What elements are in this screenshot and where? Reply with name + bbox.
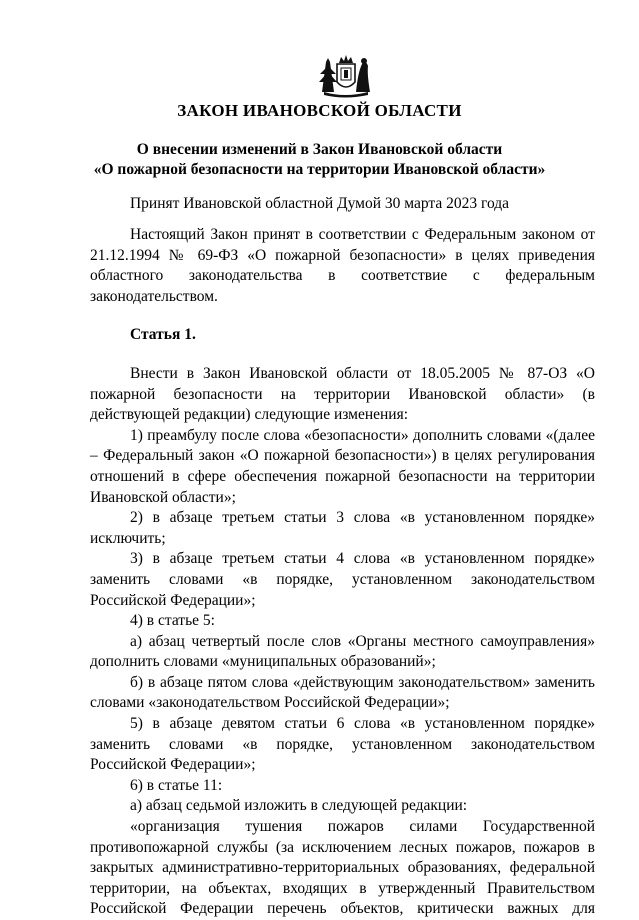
document-body: [90, 225, 595, 920]
body-paragraph: «организация тушения пожаров силами Государственной противопожарной службы (за исключением лесных пожаров, пожаров в закрытых административно-территориальных образованиях, федеральной территории, на объектах, входящих в утвержденный Правительством Российской Федерации перечень объектов, критически важных для: [90, 818, 595, 918]
body-paragraph: 2) в абзаце третьем статьи 3 слова «в установленном порядке» исключить;: [90, 509, 595, 547]
body-paragraph: 4) в статье 5:: [130, 612, 215, 630]
body-paragraph: Внести в Закон Ивановской области от 18.05.2005 № 87-ОЗ «О пожарной безопасности на территории Ивановской области» (в действующей редакции) следующие изменения:: [90, 364, 595, 424]
article-heading: Статья 1.: [130, 326, 196, 344]
spacer: [90, 307, 595, 325]
body-paragraph: 3) в абзаце третьем статьи 4 слова «в установленном порядке» заменить словами «в порядке, установленном законодательством Российской Федерации»;: [90, 550, 595, 609]
body-paragraph: а) абзац седьмой изложить в следующей редакции:: [130, 797, 468, 815]
body-paragraph: 1) преамбулу после слова «безопасности» дополнить словами «(далее – Федеральный закон «О пожарной безопасности») в целях регулирования отношений в сфере обеспечения пожарной безопасности на территории Ивановской области»;: [90, 426, 595, 506]
preamble-paragraph: Настоящий Закон принят в соответствии с Федеральным законом от 21.12.1994 № 69-ФЗ «О пожарной безопасности» в целях приведения областного законодательства в соответствие с федеральным законодательством.: [90, 226, 595, 305]
subtitle-line-2: «О пожарной безопасности на территории Ивановской области»: [93, 161, 546, 178]
body-paragraph: 6) в статье 11:: [130, 776, 223, 794]
document-subtitle: [0, 140, 639, 180]
coat-of-arms-emblem: [318, 52, 372, 98]
body-paragraph: 5) в абзаце девятом статьи 6 слова «в установленном порядке» заменить словами «в порядке, установленном законодательством Российской Федерации»;: [90, 715, 595, 774]
adoption-note: Принят Ивановской областной Думой 30 марта 2023 года: [129, 195, 510, 212]
body-paragraph: б) в абзаце пятом слова «действующим законодательством» заменить словами «законодательством Российской Федерации»;: [90, 673, 595, 712]
spacer: [90, 346, 595, 364]
subtitle-line-1: О внесении изменений в Закон Ивановской области: [136, 141, 503, 158]
document-title: ЗАКОН ИВАНОВСКОЙ ОБЛАСТИ: [177, 101, 462, 120]
body-paragraph: а) абзац четвертый после слов «Органы местного самоуправления» дополнить словами «муниципальных образований»;: [90, 632, 595, 671]
